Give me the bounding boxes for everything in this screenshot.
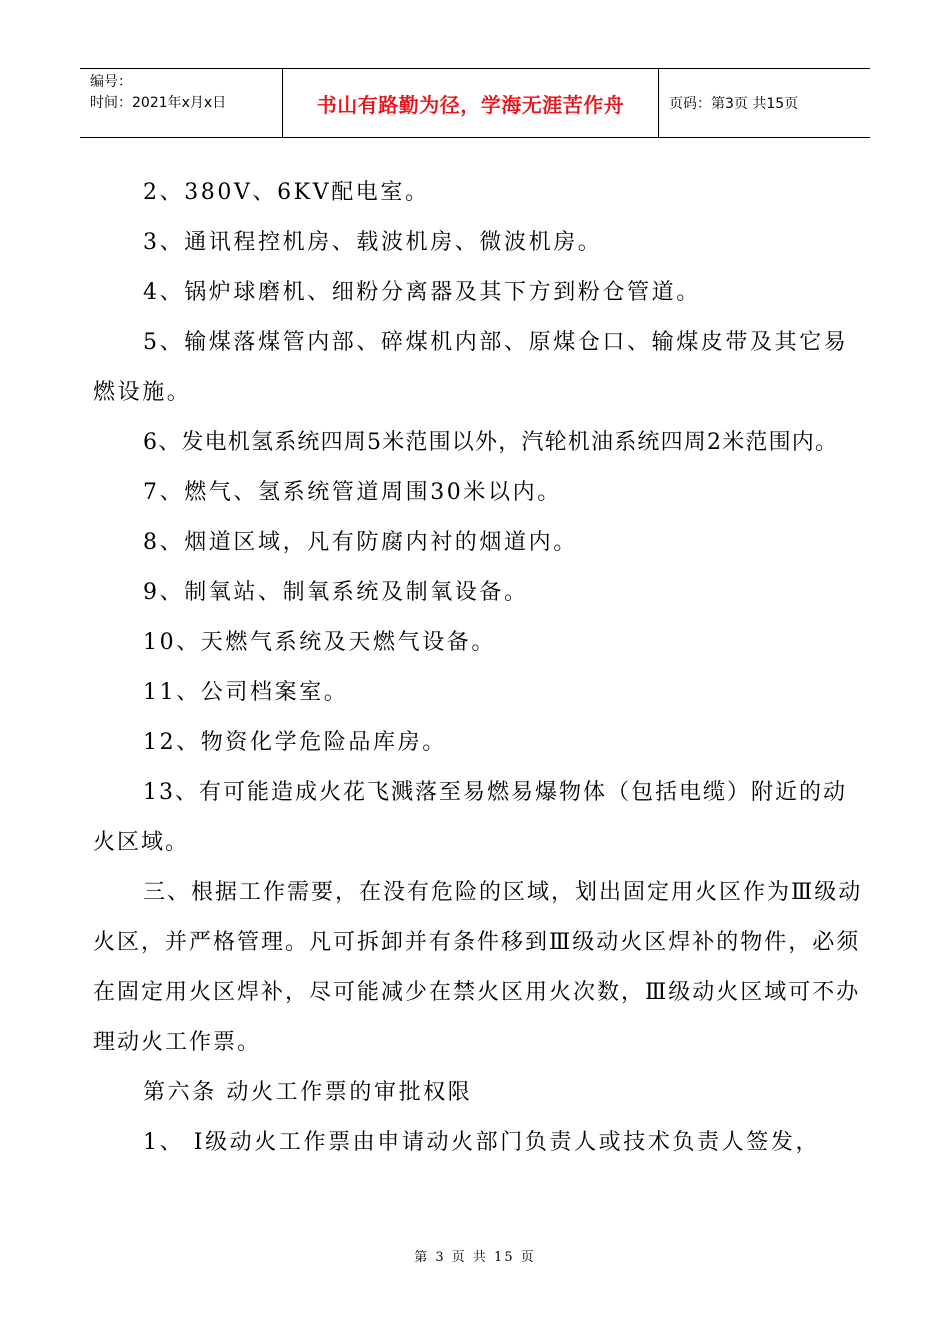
document-body xyxy=(93,168,863,1168)
paragraph: 1、 Ⅰ级动火工作票由申请动火部门负责人或技术负责人签发， xyxy=(143,1130,821,1155)
doc-number-label: 编号： xyxy=(90,74,132,90)
paragraph: 12、物资化学危险品库房。 xyxy=(143,730,447,755)
header-meta xyxy=(80,69,282,137)
paragraph: 10、天燃气系统及天燃气设备。 xyxy=(143,630,496,655)
paragraph: 7、燃气、氢系统管道周围30米以内。 xyxy=(143,480,562,505)
header-motto: 书山有路勤为径，学海无涯苦作舟 xyxy=(282,69,659,137)
paragraph: 3、通讯程控机房、载波机房、微波机房。 xyxy=(143,230,603,255)
doc-time: 时间：2021年x月x日 xyxy=(90,95,227,111)
page-footer: 第 3 页 共 15 页 xyxy=(414,1250,536,1265)
header-page-code: 页码：第3页 共15页 xyxy=(669,96,799,112)
paragraph: 8、烟道区域，凡有防腐内衬的烟道内。 xyxy=(143,530,578,555)
paragraph: 三、根据工作需要，在没有危险的区域，划出固定用火区作为Ⅲ级动火区，并严格管理。凡可拆卸并有条件移到Ⅲ级动火区焊补的物件，必须在固定用火区焊补，尽可能减少在禁火区用火次数，Ⅲ级动火区域可不办理动火工作票。 xyxy=(93,880,863,1055)
paragraph: 11、公司档案室。 xyxy=(143,680,349,705)
paragraph: 13、有可能造成火花飞溅落至易燃易爆物体（包括电缆）附近的动火区域。 xyxy=(93,780,847,855)
paragraph: 2、380V、6KV配电室。 xyxy=(143,180,430,205)
page-header xyxy=(80,68,870,138)
section-heading: 第六条 动火工作票的审批权限 xyxy=(143,1080,473,1105)
paragraph: 6、发电机氢系统四周5米范围以外，汽轮机油系统四周2米范围内。 xyxy=(143,430,839,455)
paragraph: 9、制氧站、制氧系统及制氧设备。 xyxy=(143,580,529,605)
paragraph: 4、锅炉球磨机、细粉分离器及其下方到粉仓管道。 xyxy=(143,280,701,305)
paragraph: 5、输煤落煤管内部、碎煤机内部、原煤仓口、输煤皮带及其它易燃设施。 xyxy=(93,330,849,405)
